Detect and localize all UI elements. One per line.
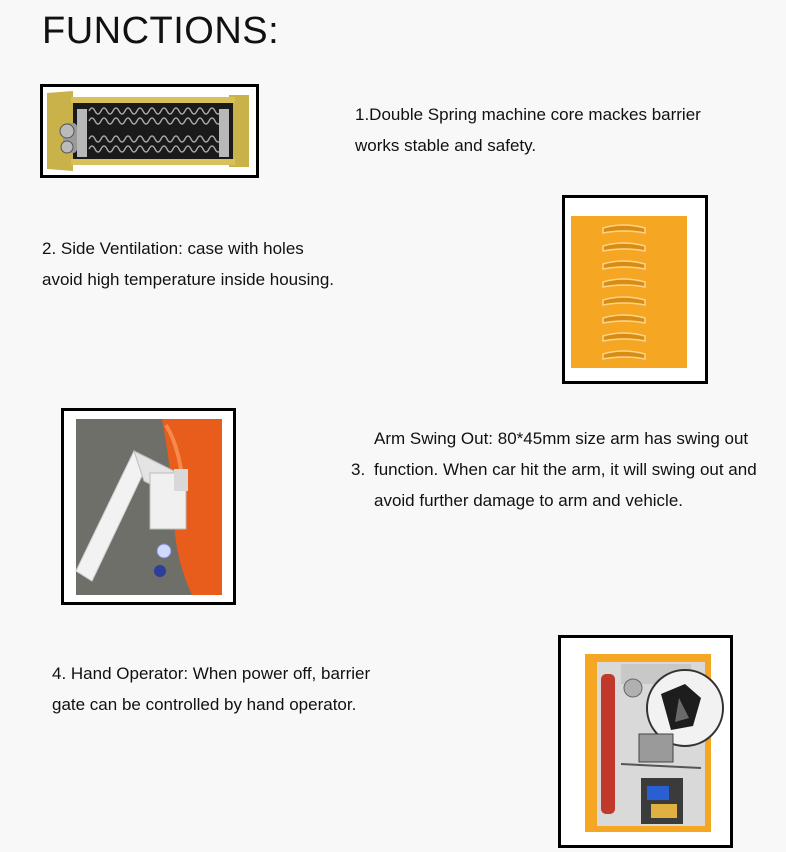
function-4-description <box>52 658 370 720</box>
function-2-line-2: avoid high temperature inside housing. <box>42 270 335 289</box>
function-3-number: 3. <box>351 460 366 479</box>
function-3-line-2: function. When car hit the arm, it will swing out and <box>374 460 757 479</box>
page-title: FUNCTIONS: <box>42 10 280 52</box>
side-ventilation-photo <box>562 195 708 384</box>
function-1-line-2: works stable and safety. <box>355 136 537 155</box>
hand-operator-photo <box>558 635 733 848</box>
function-2-line-1: 2. Side Ventilation: case with holes <box>42 239 304 258</box>
arm-swing-out-photo <box>61 408 236 605</box>
function-4-line-2: gate can be controlled by hand operator. <box>52 695 357 714</box>
function-3-line-3: avoid further damage to arm and vehicle. <box>374 491 684 510</box>
function-2-description <box>42 233 334 295</box>
function-3-description <box>351 423 757 516</box>
function-1-description <box>355 99 701 161</box>
function-3-line-1: Arm Swing Out: 80*45mm size arm has swing out <box>374 429 749 448</box>
function-4-line-1: 4. Hand Operator: When power off, barrier <box>52 664 371 683</box>
double-spring-core-photo <box>40 84 259 178</box>
function-1-line-1: 1.Double Spring machine core mackes barrier <box>355 105 701 124</box>
